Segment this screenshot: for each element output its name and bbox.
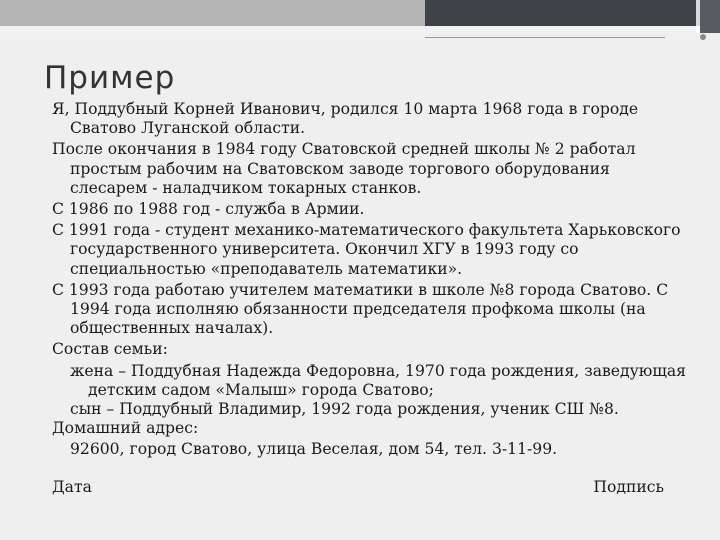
biography-paragraph-school: После окончания в 1984 году Сватовской средней школы № 2 работал простым рабочим на Сватовском заводе торгового оборудования слесарем - наладчиком токарных станков.	[52, 140, 636, 197]
biography-text	[52, 100, 692, 460]
slide-header-decoration	[0, 0, 720, 33]
address-heading: Домашний адрес:	[52, 419, 199, 438]
biography-paragraph-army: С 1986 по 1988 год - служба в Армии.	[52, 200, 365, 219]
header-right-strip	[700, 0, 720, 33]
family-wife: жена – Поддубная Надежда Федоровна, 1970 года рождения, заведующая детским садом «Малыш» города Сватово;	[70, 361, 686, 399]
family-heading: Состав семьи:	[52, 340, 168, 359]
header-underline	[425, 37, 665, 38]
date-label: Дата	[52, 478, 92, 496]
slide-title: Пример	[44, 60, 176, 96]
biography-paragraph-birth: Я, Поддубный Корней Иванович, родился 10 марта 1968 года в городе Сватово Луганской области.	[52, 100, 639, 138]
signature-label: Подпись	[593, 478, 664, 496]
biography-paragraph-work: С 1993 года работаю учителем математики в школе №8 города Сватово. С 1994 года исполняю обязанности председателя профкома школы (на общественных началах).	[52, 280, 669, 338]
address-value: 92600, город Сватово, улица Веселая, дом 54, тел. 3-11-99.	[70, 440, 558, 459]
biography-paragraph-university: С 1991 года - студент механико-математического факультета Харьковского государственного университета. Окончил ХГУ в 1993 году со специальностью «преподаватель математики».	[52, 221, 681, 278]
signature-footer	[52, 478, 664, 496]
header-dark-band	[425, 0, 696, 26]
family-son: сын – Поддубный Владимир, 1992 года рождения, ученик СШ №8.	[70, 400, 619, 419]
header-dot-icon	[700, 34, 706, 40]
